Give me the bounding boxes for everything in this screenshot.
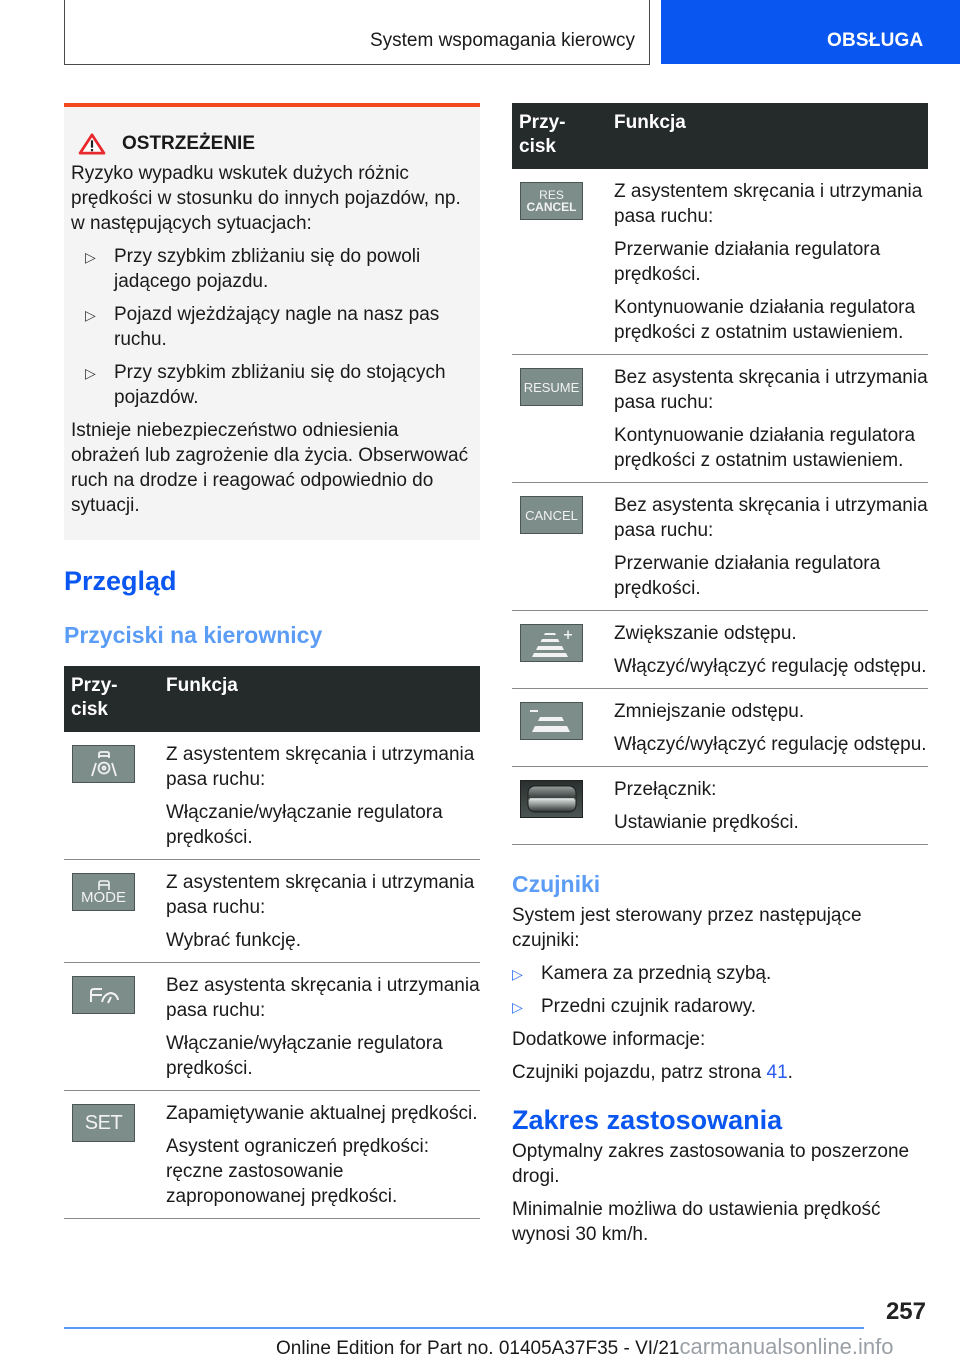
warning-heading [71, 133, 472, 155]
function-text: Włączyć/wyłączyć regulację odstępu. [614, 656, 927, 677]
triangle-bullet-icon: ▷ [512, 966, 523, 982]
sensor-bullet: ▷ Przedni czujnik radarowy. [512, 994, 928, 1019]
sensors-reference: Czujniki pojazdu, patrz strona 41. [512, 1062, 793, 1083]
footer-edition: Online Edition for Part no. 01405A37F35 - VI/21carmanualsonline.info [276, 1334, 894, 1359]
set-button-icon: SET [72, 1104, 135, 1142]
table-row [512, 689, 928, 767]
function-text: Przerwanie działania regulatora prędkości. [614, 239, 881, 285]
table-row [64, 860, 480, 963]
function-text: Włączyć/wyłączyć regulację odstępu. [614, 734, 927, 755]
column-header-button: Przy- cisk [512, 103, 607, 169]
footer-divider [64, 1327, 864, 1329]
function-text: Włączanie/wyłączanie regulatora prędkości. [166, 1033, 443, 1079]
table-header-row [512, 103, 928, 169]
watermark: carmanualsonline.info [679, 1334, 894, 1359]
table-header-row [64, 666, 480, 732]
section-title: System wspomagania kierowcy [369, 30, 635, 51]
rocker-switch-icon [520, 780, 583, 818]
steering-buttons-table-left [64, 666, 480, 1219]
range-paragraph-2: Minimalnie możliwa do ustawienia prędkość wynosi 30 km/h. [512, 1199, 881, 1245]
cruise-control-lane-assist-icon [72, 745, 135, 783]
triangle-bullet-icon: ▷ [512, 999, 523, 1015]
page-number: 257 [885, 1298, 926, 1325]
resume-button-icon: RESUME [520, 368, 583, 406]
table-row [512, 355, 928, 483]
sensors-intro: System jest sterowany przez następujące czujniki: [512, 905, 862, 951]
function-text: Wybrać funkcję. [166, 930, 301, 951]
chapter-tab-label: OBSŁUGA [827, 30, 924, 51]
triangle-bullet-icon: ▷ [85, 249, 96, 265]
column-header-function: Funkcja [607, 103, 928, 169]
range-paragraph-1: Optymalny zakres zastosowania to poszerzone drogi. [512, 1141, 910, 1187]
column-header-function: Funkcja [159, 666, 480, 732]
function-text: Zapamiętywanie aktualnej prędkości. [166, 1103, 478, 1124]
triangle-bullet-icon: ▷ [85, 307, 96, 323]
function-text: Zmniejszanie odstępu. [614, 701, 805, 722]
function-text: Bez asystenta skręcania i utrzymania pasa ruchu: [166, 975, 480, 1021]
table-row [512, 169, 928, 355]
res-cancel-button-icon: RES CANCEL [520, 182, 583, 220]
warning-bullet: ▷ Pojazd wjeżdżający nagle na nasz pas ruchu. [85, 304, 440, 350]
table-row [64, 732, 480, 860]
function-text: Kontynuowanie działania regulatora prędkości z ostatnim ustawieniem. [614, 297, 916, 343]
function-text: Kontynuowanie działania regulatora prędkości z ostatnim ustawieniem. [614, 425, 916, 471]
mode-button-icon: MODE [72, 873, 135, 911]
function-text: Asystent ograniczeń prędkości: ręczne zastosowanie zaproponowanej prędkości. [166, 1136, 429, 1207]
warning-bullet: ▷ Przy szybkim zbliżaniu się do stojących pojazdów. [85, 362, 446, 408]
warning-bullet: ▷ Przy szybkim zbliżaniu się do powoli jadącego pojazdu. [85, 246, 421, 292]
warning-box [64, 103, 480, 540]
function-text: Ustawianie prędkości. [614, 812, 799, 833]
sensors-heading: Czujniki [512, 871, 601, 897]
function-text: Z asystentem skręcania i utrzymania pasa ruchu: [614, 181, 923, 227]
table-row [512, 767, 928, 845]
distance-decrease-icon [520, 702, 583, 740]
right-column [512, 103, 928, 1255]
cancel-button-icon: CANCEL [520, 496, 583, 534]
table-row [64, 1091, 480, 1219]
table-row [512, 611, 928, 689]
function-text: Zwiększanie odstępu. [614, 623, 797, 644]
left-column [64, 103, 480, 1219]
function-text: Przerwanie działania regulatora prędkości. [614, 553, 881, 599]
overview-heading: Przegląd [64, 566, 177, 596]
distance-increase-icon [520, 624, 583, 662]
function-text: Z asystentem skręcania i utrzymania pasa ruchu: [166, 872, 475, 918]
warning-title: OSTRZEŻENIE [122, 133, 256, 154]
function-text: Bez asystenta skręcania i utrzymania pasa ruchu: [614, 495, 928, 541]
more-info-label: Dodatkowe informacje: [512, 1029, 706, 1050]
function-text: Z asystentem skręcania i utrzymania pasa ruchu: [166, 744, 475, 790]
function-text: Włączanie/wyłączanie regulatora prędkości. [166, 802, 443, 848]
running-header [64, 0, 650, 65]
function-text: Przełącznik: [614, 779, 717, 800]
range-heading: Zakres zastosowania [512, 1105, 783, 1135]
function-text: Bez asystenta skręcania i utrzymania pasa ruchu: [614, 367, 928, 413]
cruise-control-icon [72, 976, 135, 1014]
warning-intro: Ryzyko wypadku wskutek dużych różnic prędkości w stosunku do innych pojazdów, np. w następujących sytuacjach: [71, 163, 461, 234]
warning-triangle-icon [77, 133, 107, 155]
steering-buttons-heading: Przyciski na kierownicy [64, 622, 323, 648]
warning-outro: Istnieje niebezpieczeństwo odniesienia obrażeń lub zagrożenie dla życia. Obserwować ruch na drodze i reagować odpowiednio do sytuacji. [71, 420, 469, 516]
column-header-button: Przy- cisk [64, 666, 159, 732]
triangle-bullet-icon: ▷ [85, 365, 96, 381]
table-row [64, 963, 480, 1091]
table-row [512, 483, 928, 611]
chapter-tab[interactable] [661, 0, 960, 64]
page-reference-link[interactable]: 41 [766, 1062, 788, 1083]
steering-buttons-table-right [512, 103, 928, 845]
sensor-bullet: ▷ Kamera za przednią szybą. [512, 961, 928, 986]
